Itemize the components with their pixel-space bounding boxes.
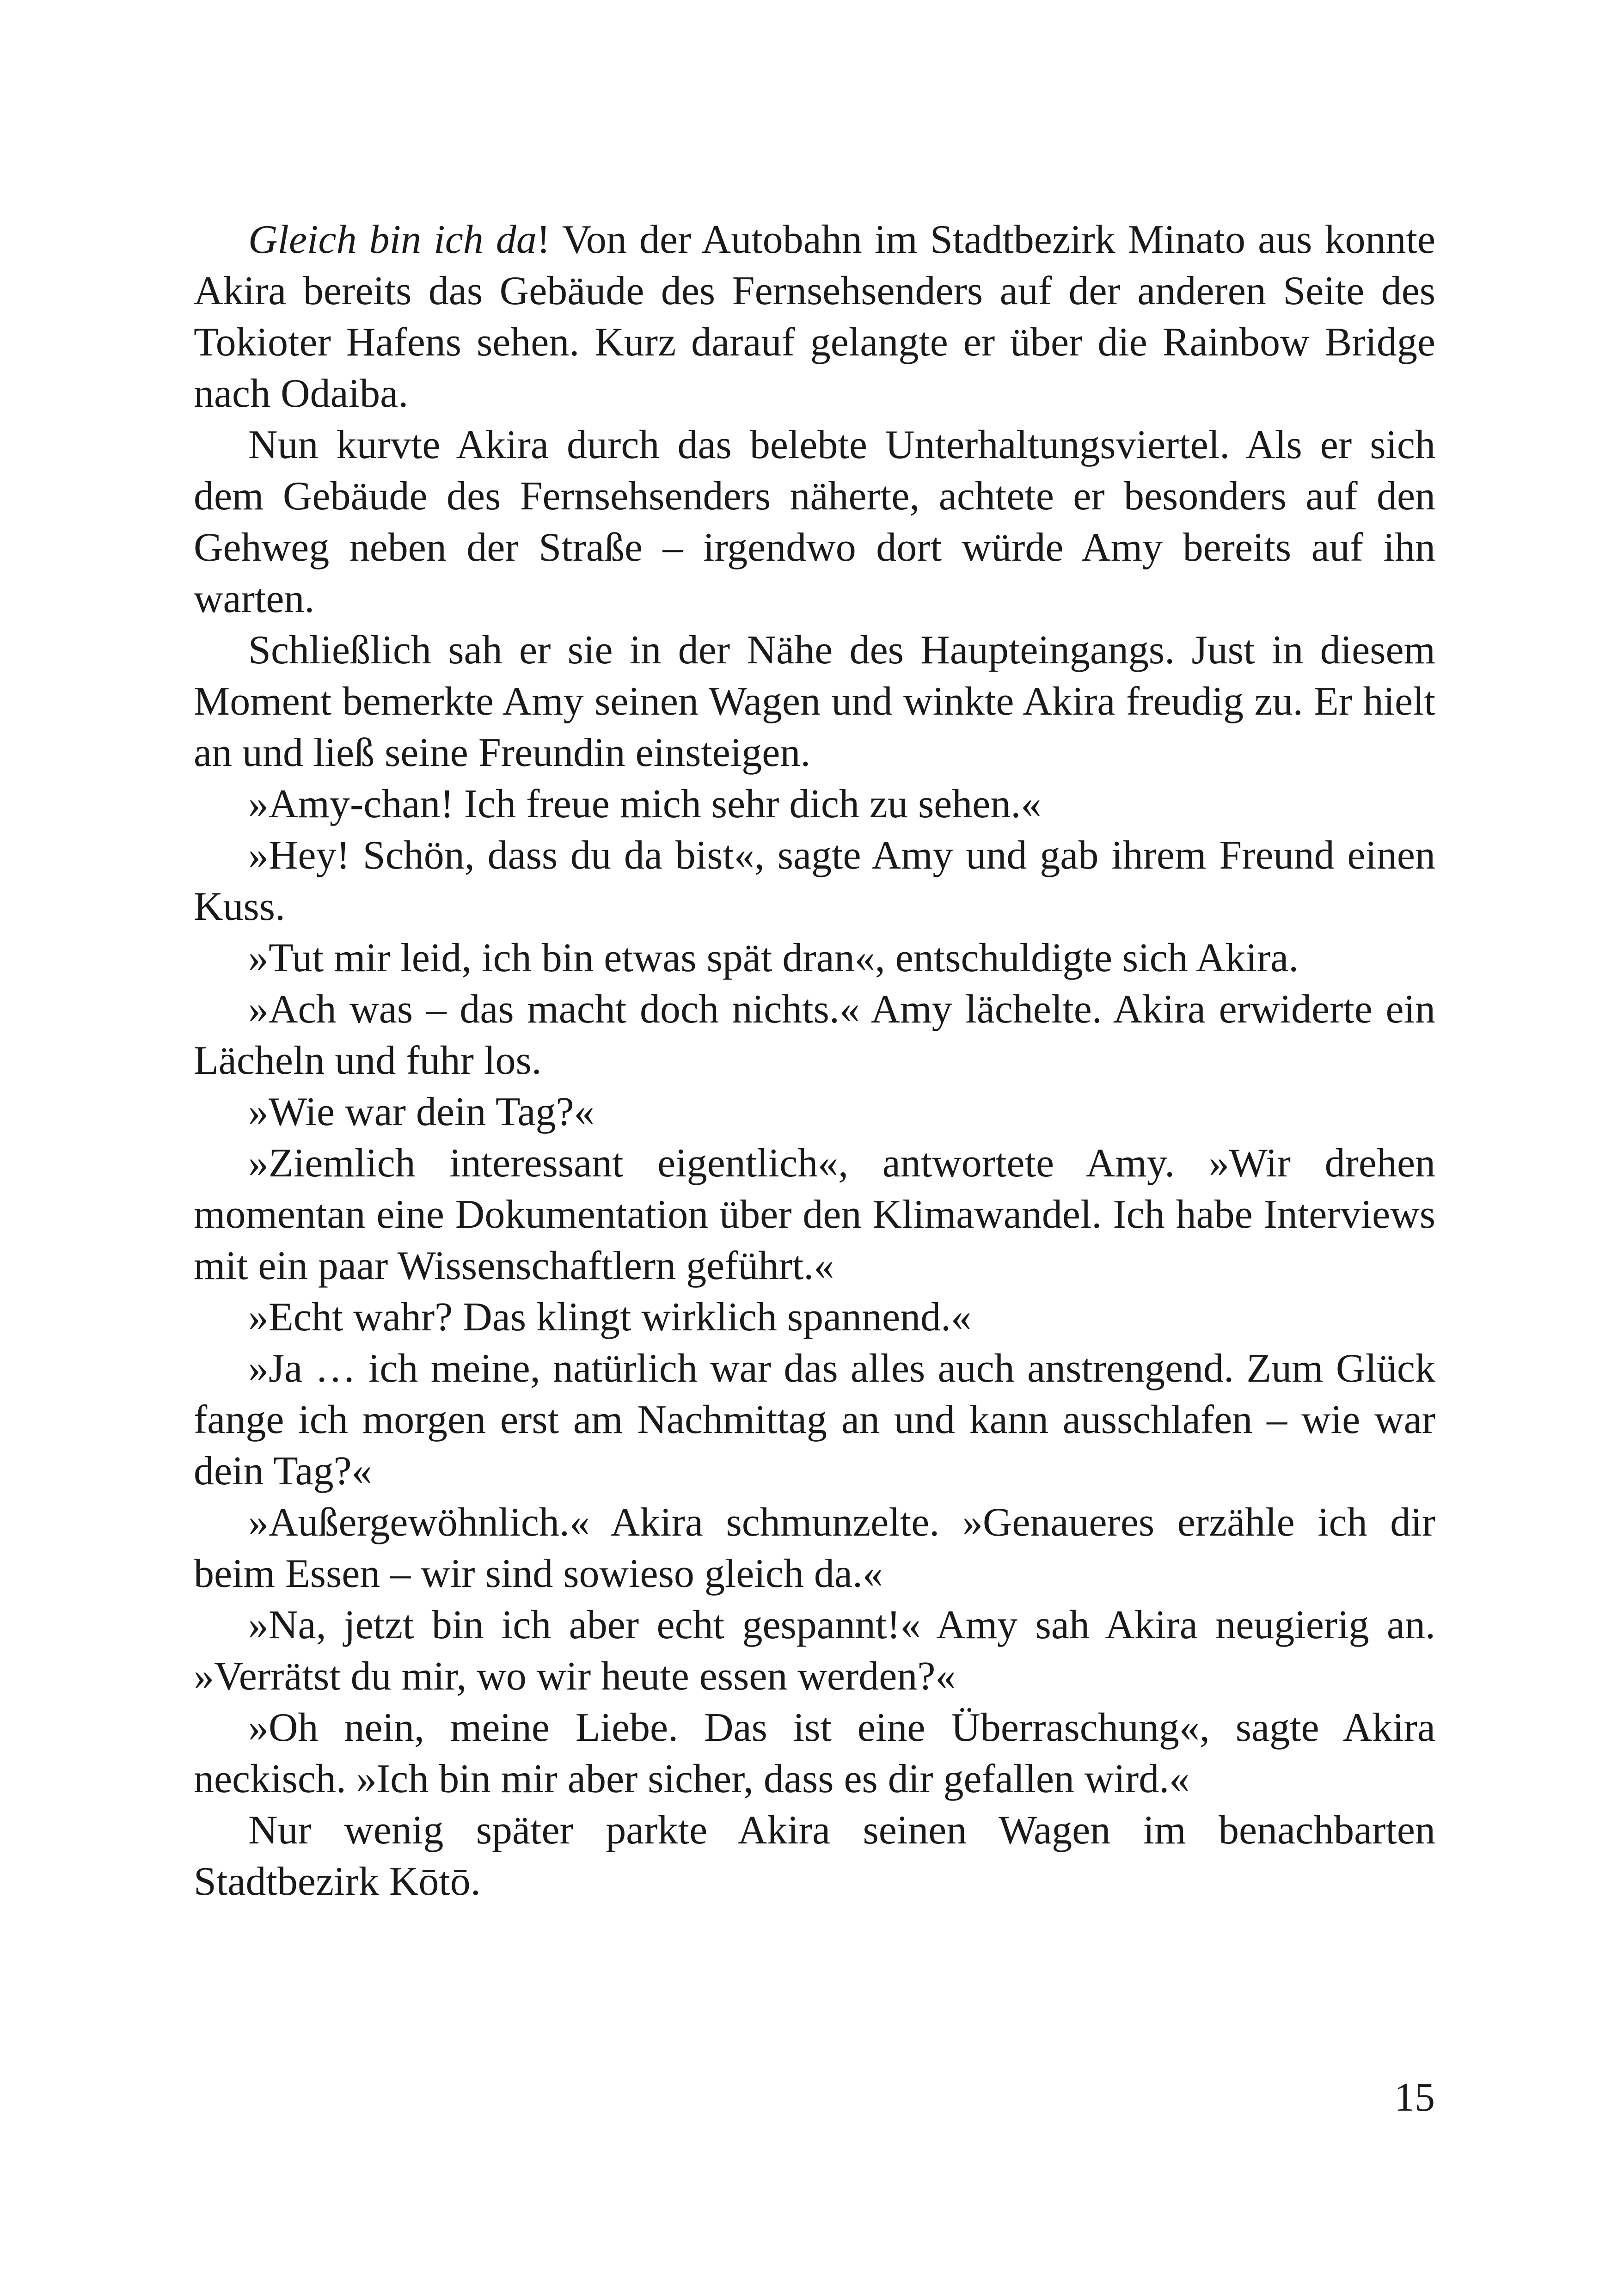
paragraph-text: ! Von der Autobahn im Stadtbezirk Minato aus konnte Akira bereits das Gebäude des Fernsehsenders auf der anderen Seite des Tokioter Hafens sehen. Kurz darauf gelangte er über die Rainbow Bridge nach Odaiba. — [194, 217, 1436, 416]
paragraph: »Ja … ich meine, natürlich war das alles auch anstrengend. Zum Glück fange ich morgen erst am Nachmittag an und kann ausschlafen – wie war dein Tag?« — [194, 1346, 1435, 1494]
body-text — [194, 214, 1435, 1907]
paragraph: Schließlich sah er sie in der Nähe des Haupteingangs. Just in diesem Moment bemerkte Amy seinen Wagen und winkte Akira freudig zu. Er hielt an und ließ seine Freundin einsteigen. — [194, 628, 1435, 775]
paragraph: »Oh nein, meine Liebe. Das ist eine Überraschung«, sagte Akira neckisch. »Ich bin mir aber sicher, dass es dir gefallen wird.« — [194, 1705, 1435, 1801]
paragraph: Nun kurvte Akira durch das belebte Unterhaltungsviertel. Als er sich dem Gebäude des Fernsehsenders näherte, achtete er besonders auf den Gehweg neben der Straße – irgendwo dort würde Amy bereits auf ihn warten. — [194, 422, 1435, 621]
paragraph: »Ach was – das macht doch nichts.« Amy lächelte. Akira erwiderte ein Lächeln und fuhr los. — [194, 987, 1435, 1083]
page-number: 15 — [1394, 2075, 1435, 2120]
paragraph: »Na, jetzt bin ich aber echt gespannt!« Amy sah Akira neugierig an. »Verrätst du mir, wo wir heute essen werden?« — [194, 1603, 1435, 1699]
paragraph: »Ziemlich interessant eigentlich«, antwortete Amy. »Wir drehen momentan eine Dokumentation über den Klimawandel. Ich habe Interviews mit ein paar Wissenschaftlern geführt.« — [194, 1141, 1435, 1288]
paragraph: »Amy-chan! Ich freue mich sehr dich zu sehen.« — [248, 782, 1042, 827]
italic-lead: Gleich bin ich da — [248, 217, 537, 262]
paragraph: »Echt wahr? Das klingt wirklich spannend.« — [248, 1295, 972, 1340]
paragraph: »Tut mir leid, ich bin etwas spät dran«, entschuldigte sich Akira. — [248, 936, 1299, 980]
paragraph: Nur wenig später parkte Akira seinen Wagen im benachbarten Stadtbezirk Kōtō. — [194, 1808, 1435, 1904]
paragraph: »Außergewöhnlich.« Akira schmunzelte. »Genaueres erzähle ich dir beim Essen – wir sind sowieso gleich da.« — [194, 1500, 1435, 1596]
paragraph: »Hey! Schön, dass du da bist«, sagte Amy und gab ihrem Freund einen Kuss. — [194, 833, 1435, 929]
paragraph — [194, 214, 1435, 419]
paragraph: »Wie war dein Tag?« — [248, 1090, 594, 1134]
